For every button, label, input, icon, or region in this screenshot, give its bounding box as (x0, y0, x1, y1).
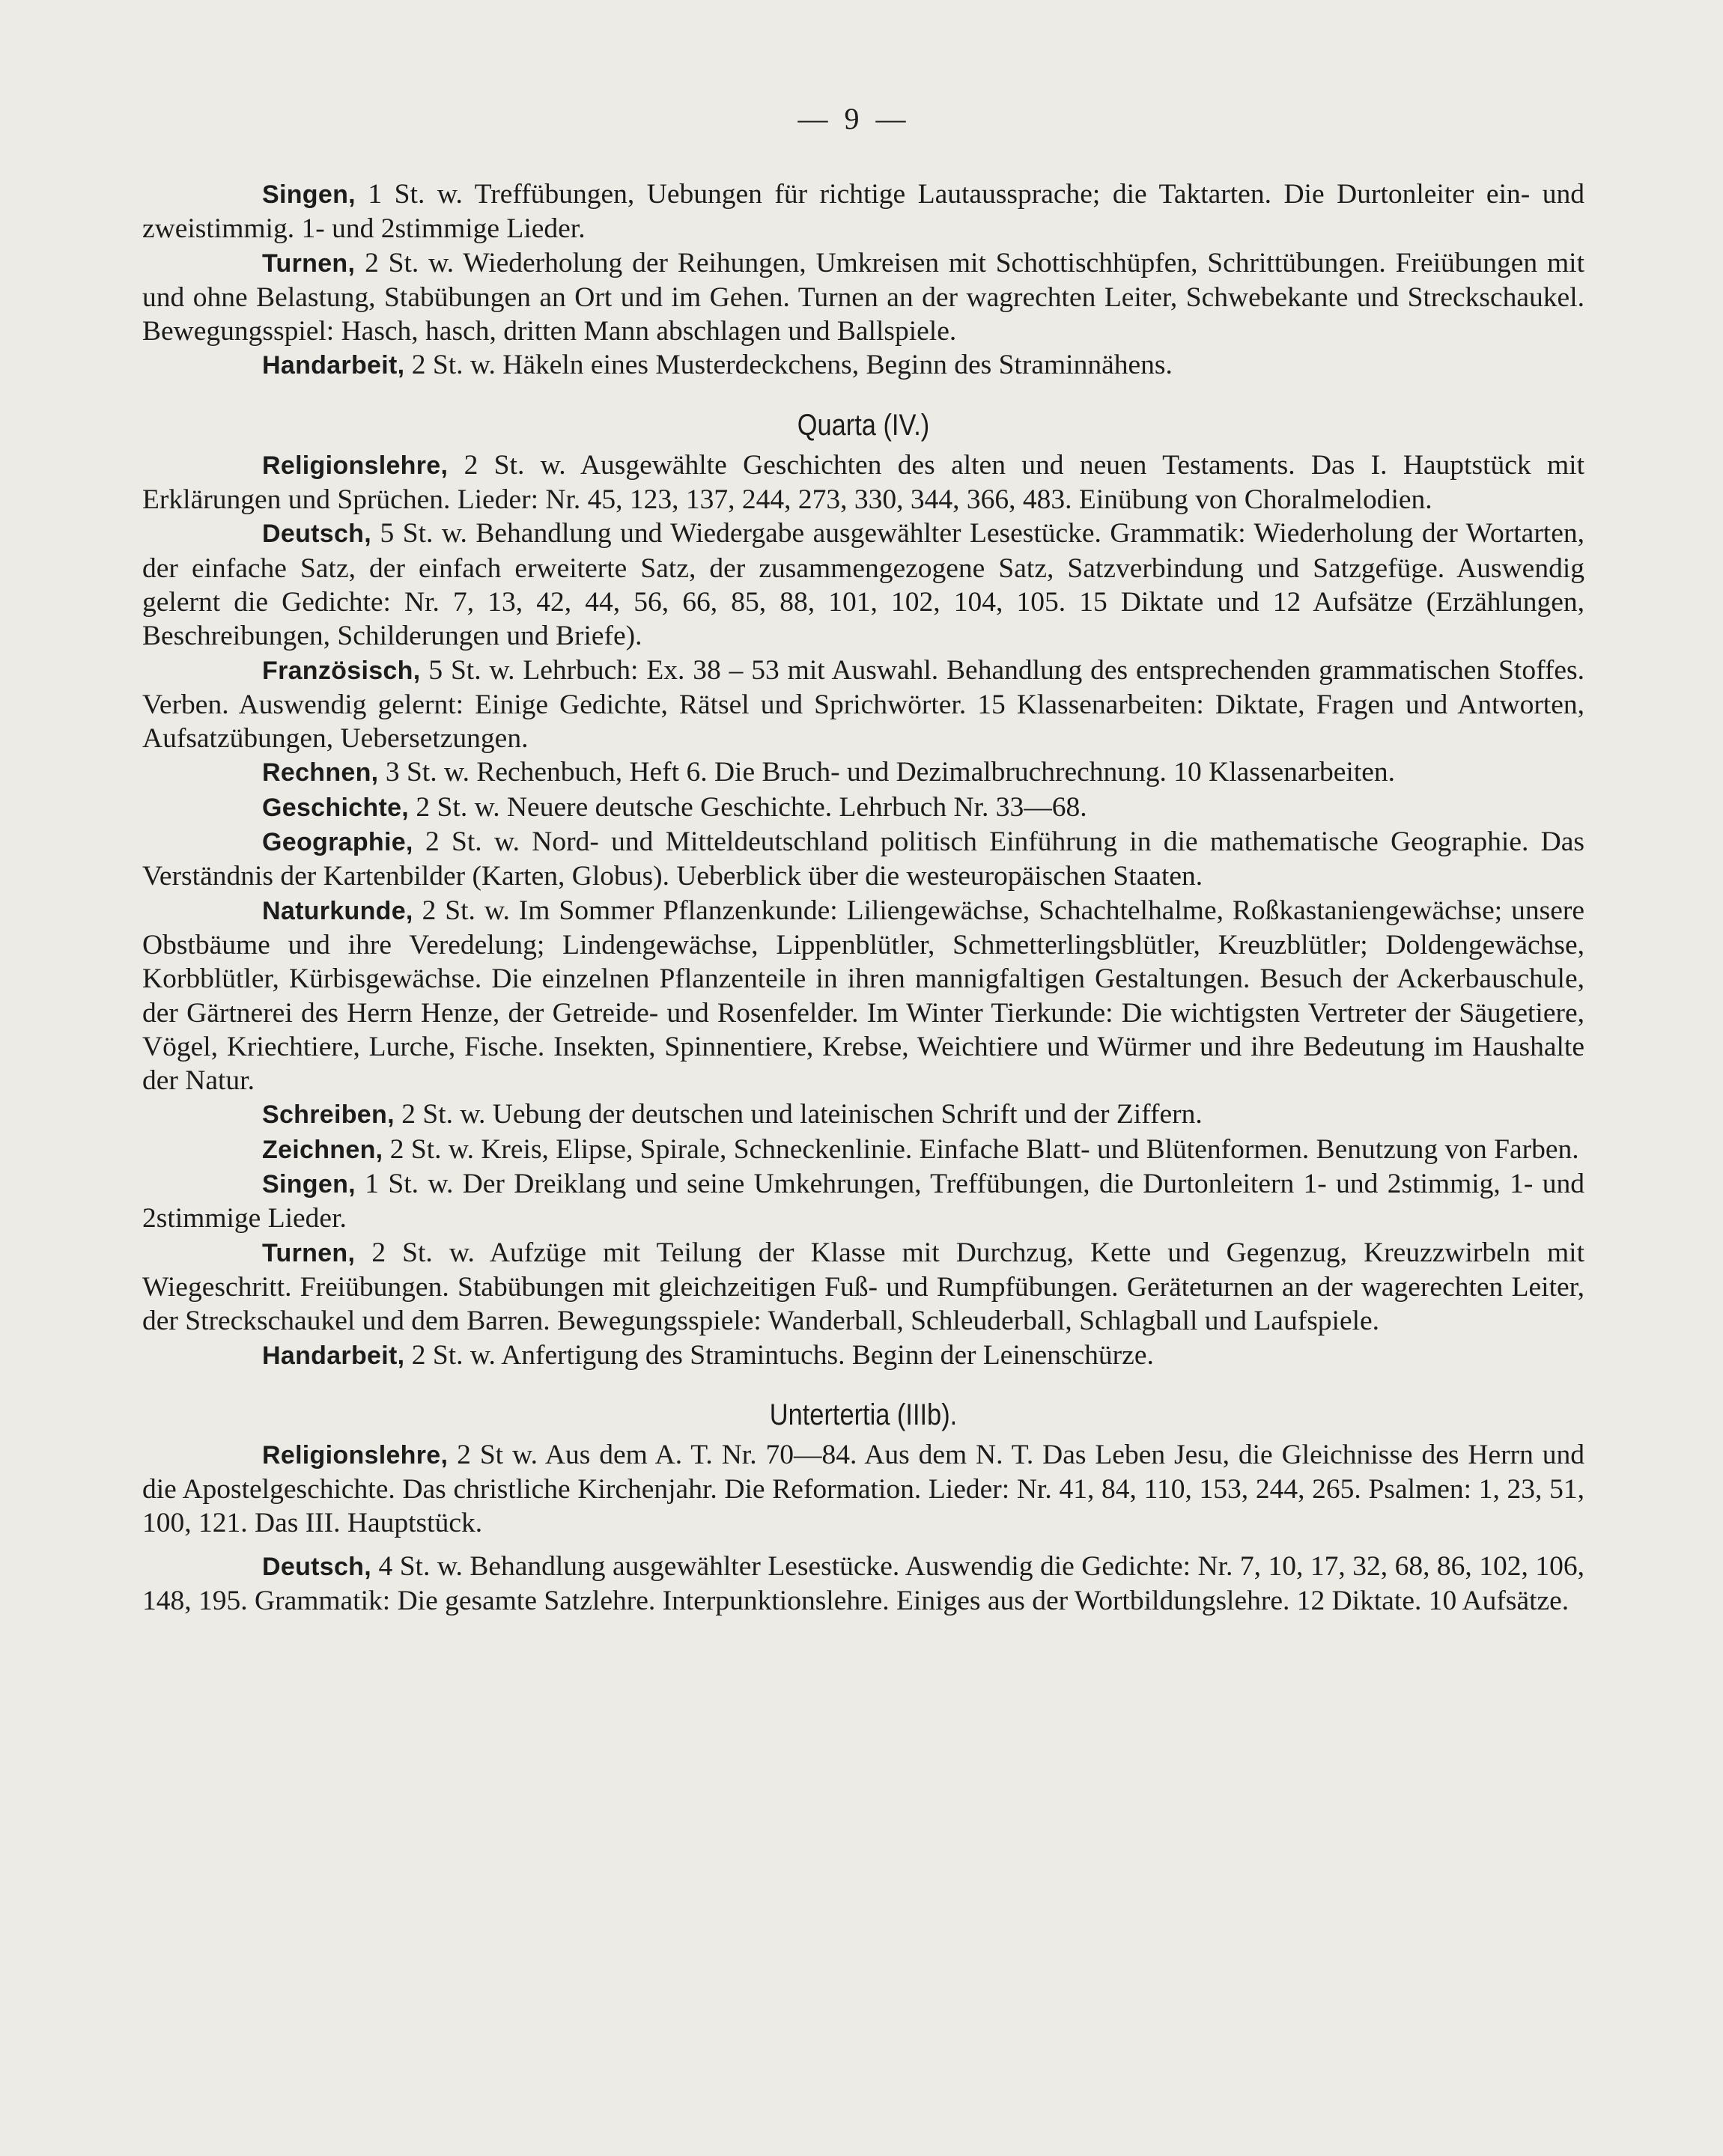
section-heading: Quarta (IV.) (797, 408, 930, 442)
subject-label: Naturkunde, (262, 896, 413, 925)
subject-label: Französisch, (262, 656, 421, 685)
subject-text: 2 St. w. Ausgewählte Geschichten des alten und neuen Testaments. Das I. Hauptstück mit Erklärungen und Sprüchen. Lieder: Nr. 45, 123, 137, 244, 273, 330, 344, 366, 483. Einübung von Choralmelodien. (142, 449, 1584, 516)
subject-paragraph (142, 755, 1584, 790)
subject-label: Handarbeit, (262, 1341, 405, 1370)
subject-paragraph (142, 825, 1584, 894)
subject-paragraph (142, 177, 1584, 246)
subject-text: 2 St. w. Uebung der deutschen und lateinischen Schrift und der Ziffern. (394, 1099, 1203, 1130)
subject-label: Singen, (262, 180, 356, 209)
subject-text: 3 St. w. Rechenbuch, Heft 6. Die Bruch- und Dezimalbruchrechnung. 10 Klassenarbeiten. (378, 757, 1396, 788)
subject-text: 1 St. w. Treffübungen, Uebungen für richtige Lautaussprache; die Taktarten. Die Durtonleiter ein- und zweistimmig. 1- und 2stimmige Lieder. (142, 179, 1584, 245)
subject-paragraph (142, 894, 1584, 1098)
subject-label: Geographie, (262, 828, 413, 857)
page-number: — 9 — (797, 102, 911, 135)
subject-paragraph (142, 1438, 1584, 1541)
subject-text: 2 St. w. Im Sommer Pflanzenkunde: Liliengewächse, Schachtelhalme, Roßkastaniengewächse; unsere Obstbäume und ihre Veredelung; Lindengewächse, Lippenblütler, Schmetterlingsblütler, Kreuzblütler; Doldengewächse, Korbblütler, Kürbisgewächse. Die einzelnen Pflanzenteile in ihren mannigfaltigen Gestaltungen. Besuch der Ackerbauschule, der Gärtnerei des Herrn Henze, der Getreide- und Rosenfelder. Im Winter Tierkunde: Die wichtigsten Vertreter der Säugetiere, Vögel, Kriechtiere, Lurche, Fische. Insekten, Spinnentiere, Krebse, Weichtiere und Würmer und ihre Bedeutung im Haushalte der Natur. (142, 895, 1584, 1097)
subject-text: 2 St. w. Aufzüge mit Teilung der Klasse mit Durchzug, Kette und Gegenzug, Kreuzzwirbeln mit Wiegeschritt. Freiübungen. Stabübungen mit gleichzeitigen Fuß- und Rumpfübungen. Geräteturnen an der wagerechten Leiter, der Streckschaukel und dem Barren. Bewegungsspiele: Wanderball, Schleuderball, Schlagball und Laufspiele. (142, 1237, 1584, 1337)
subject-label: Rechnen, (262, 758, 379, 788)
subject-paragraph (142, 1167, 1584, 1236)
subject-paragraph (142, 1550, 1584, 1618)
section-quarta (142, 409, 1584, 1373)
section-heading: Untertertia (IIIb). (769, 1398, 958, 1431)
subject-text: 1 St. w. Der Dreiklang und seine Umkehrungen, Treffübungen, die Durtonleitern 1- und 2stimmig, 1- und 2stimmige Lieder. (142, 1169, 1584, 1234)
subject-text: 2 St. w. Kreis, Elipse, Spirale, Schneckenlinie. Einfache Blatt- und Blütenformen. Benutzung von Farben. (383, 1133, 1579, 1165)
subject-paragraph (142, 348, 1584, 383)
subject-label: Turnen, (262, 1238, 356, 1267)
subject-label: Religionslehre, (262, 1440, 449, 1470)
subject-label: Geschichte, (262, 793, 410, 822)
subject-paragraph (142, 1133, 1584, 1167)
paragraph-gap (142, 1541, 1584, 1550)
subject-text: 2 St. w. Nord- und Mitteldeutschland politisch Einführung in die mathematische Geographie. Das Verständnis der Kartenbilder (Karten, Globus). Ueberblick über die westeuropäischen Staaten. (142, 826, 1584, 892)
subject-text: 2 St. w. Anfertigung des Stramintuchs. Beginn der Leinenschürze. (404, 1339, 1154, 1371)
subject-paragraph (142, 654, 1584, 756)
subject-label: Schreiben, (262, 1100, 395, 1130)
subject-paragraph (142, 448, 1584, 517)
subject-paragraph (142, 1339, 1584, 1373)
subject-paragraph (142, 1097, 1584, 1132)
subject-paragraph (142, 517, 1584, 653)
subject-text: 2 St. w. Häkeln eines Musterdeckchens, Beginn des Straminnähens. (404, 350, 1173, 381)
section-continuation (142, 177, 1584, 383)
subject-label: Deutsch, (262, 520, 371, 549)
subject-text: 5 St. w. Lehrbuch: Ex. 38 – 53 mit Auswahl. Behandlung des entsprechenden grammatischen Stoffes. Verben. Auswendig gelernt: Einige Gedichte, Rätsel und Sprichwörter. 15 Klassenarbeiten: Diktate, Fragen und Antworten, Aufsatzübungen, Uebersetzungen. (142, 654, 1584, 755)
subject-text: 2 St. w. Neuere deutsche Geschichte. Lehrbuch Nr. 33—68. (409, 791, 1087, 823)
subject-paragraph (142, 246, 1584, 349)
subject-text: 4 St. w. Behandlung ausgewählter Lesestücke. Auswendig die Gedichte: Nr. 7, 10, 17, 32, 68, 86, 102, 106, 148, 195. Grammatik: Die gesamte Satzlehre. Interpunktionslehre. Einiges aus der Wortbildungslehre. 12 Diktate. 10 Aufsätze. (142, 1550, 1584, 1616)
subject-label: Deutsch, (262, 1552, 371, 1581)
subject-label: Zeichnen, (262, 1135, 383, 1164)
subject-text: 5 St. w. Behandlung und Wiedergabe ausgewählter Lesestücke. Grammatik: Wiederholung der Wortarten, der einfache Satz, der einfach erweiterte Satz, der zusammengezogene Satz, Satzverbindung und Satzgefüge. Auswendig gelernt die Gedichte: Nr. 7, 13, 42, 44, 56, 66, 85, 88, 101, 102, 104, 105. 15 Diktate und 12 Aufsätze (Erzählungen, Beschreibungen, Schilderungen und Briefe). (142, 518, 1584, 652)
subject-label: Religionslehre, (262, 451, 449, 480)
subject-paragraph (142, 791, 1584, 825)
subject-label: Singen, (262, 1170, 356, 1199)
subject-label: Turnen, (262, 249, 356, 278)
subject-label: Handarbeit, (262, 351, 405, 380)
subject-paragraph (142, 1236, 1584, 1339)
section-untertertia (142, 1398, 1584, 1618)
subject-text: 2 St. w. Wiederholung der Reihungen, Umkreisen mit Schottischhüpfen, Schrittübungen. Freiübungen mit und ohne Belastung, Stabübungen an Ort und im Gehen. Turnen an der wagrechten Leiter, Schwebekante und Streckschaukel. Bewegungsspiel: Hasch, hasch, dritten Mann abschlagen und Ballspiele. (142, 247, 1584, 347)
subject-text: 2 St w. Aus dem A. T. Nr. 70—84. Aus dem N. T. Das Leben Jesu, die Gleichnisse des Herrn und die Apostelgeschichte. Das christliche Kirchenjahr. Die Reformation. Lieder: Nr. 41, 84, 110, 153, 244, 265. Psalmen: 1, 23, 51, 100, 121. Das III. Hauptstück. (142, 1439, 1584, 1539)
